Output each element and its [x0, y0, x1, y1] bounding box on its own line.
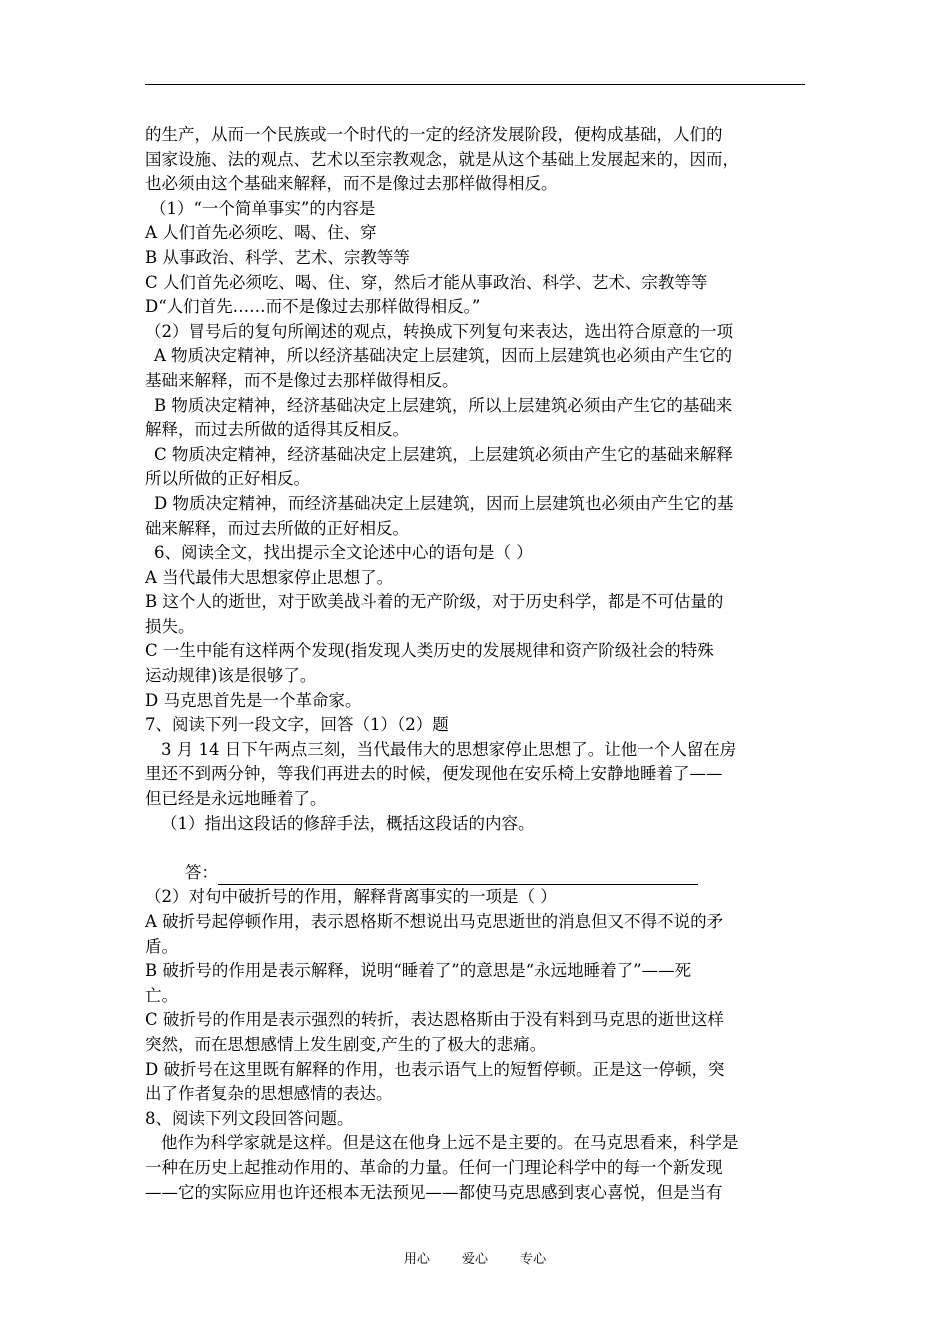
- text-line: 突然，而在思想感情上发生剧变,产生的了极大的悲痛。: [145, 1034, 547, 1054]
- option-c: C 人们首先必须吃、喝、住、穿，然后才能从事政治、科学、艺术、宗教等等: [145, 272, 708, 292]
- question-5-2: （2）冒号后的复句所阐述的观点，转换成下列复句来表达，选出符合原意的一项: [145, 321, 733, 341]
- text-line: 亡。: [145, 985, 178, 1005]
- passage-line: 3 月 14 日下午两点三刻，当代最伟大的思想家停止思想了。让他一个人留在房: [161, 739, 737, 759]
- answer-blank: [218, 867, 698, 885]
- text-line: 所以所做的正好相反。: [145, 469, 310, 489]
- blank-line: [145, 836, 810, 861]
- option-c: C 破折号的作用是表示强烈的转折，表达恩格斯由于没有料到马克思的逝世这样: [145, 1010, 724, 1030]
- text-line: 运动规律)该是很够了。: [145, 666, 317, 686]
- text-line: 国家设施、法的观点、艺术以至宗教观念，就是从这个基础上发展起来的，因而，: [145, 149, 739, 169]
- option-b: B 物质决定精神，经济基础决定上层建筑，所以上层建筑必须由产生它的基础来: [154, 395, 733, 415]
- footer-text: 爱心: [461, 1252, 488, 1267]
- question-7: 7、阅读下列一段文字，回答（1）（2）题: [145, 715, 449, 735]
- text-line: 础来解释，而过去所做的正好相反。: [145, 518, 409, 538]
- question-7-1: （1）指出这段话的修辞手法，概括这段话的内容。: [161, 813, 535, 833]
- question-8: 8、阅读下列文段回答问题。: [145, 1108, 354, 1128]
- answer-label: 答：: [185, 862, 218, 882]
- option-d: D 破折号在这里既有解释的作用，也表示语气上的短暂停顿。正是这一停顿，突: [145, 1059, 725, 1079]
- header-rule: [145, 84, 805, 85]
- option-b: B 从事政治、科学、艺术、宗教等等: [145, 247, 410, 267]
- option-a: A 人们首先必须吃、喝、住、穿: [145, 223, 377, 243]
- option-a: A 当代最伟大思想家停止思想了。: [145, 567, 394, 587]
- option-d: D“人们首先……而不是像过去那样做得相反。”: [145, 297, 481, 317]
- option-b: B 这个人的逝世，对于欧美战斗着的无产阶级，对于历史科学，都是不可估量的: [145, 592, 724, 612]
- passage-line: 里还不到两分钟，等我们再进去的时候，便发现他在安乐椅上安静地睡着了——: [145, 764, 723, 784]
- text-line: 损失。: [145, 616, 195, 636]
- option-c: C 物质决定精神，经济基础决定上层建筑，上层建筑必须由产生它的基础来解释: [154, 444, 733, 464]
- text-line: 盾。: [145, 936, 178, 956]
- passage-line: 一种在历史上起推动作用的、革命的力量。任何一门理论科学中的每一个新发现: [145, 1157, 723, 1177]
- option-d: D 物质决定精神，而经济基础决定上层建筑，因而上层建筑也必须由产生它的基: [154, 493, 734, 513]
- page-footer: [0, 1248, 950, 1267]
- document-body: [145, 123, 810, 1205]
- option-b: B 破折号的作用是表示解释，说明“睡着了”的意思是“永远地睡着了”——死: [145, 961, 692, 981]
- option-a: A 物质决定精神，所以经济基础决定上层建筑，因而上层建筑也必须由产生它的: [154, 346, 733, 366]
- option-c: C 一生中能有这样两个发现(指发现人类历史的发展规律和资产阶级社会的特殊: [145, 641, 714, 661]
- passage-line: ——它的实际应用也许还根本无法预见——都使马克思感到衷心喜悦，但是当有: [145, 1182, 723, 1202]
- text-line: 解释，而过去所做的适得其反相反。: [145, 420, 409, 440]
- passage-line: 但已经是永远地睡着了。: [145, 789, 327, 809]
- question-7-2: （2）对句中破折号的作用，解释背离事实的一项是（ ）: [145, 887, 557, 907]
- question-6: 6、阅读全文，找出提示全文论述中心的语句是（ ）: [154, 543, 533, 563]
- option-a: A 破折号起停顿作用，表示恩格斯不想说出马克思逝世的消息但又不得不说的矛: [145, 912, 724, 931]
- footer-text: 专心: [520, 1252, 547, 1267]
- option-d: D 马克思首先是一个革命家。: [145, 690, 362, 710]
- text-line: 出了作者复杂的思想感情的表达。: [145, 1084, 393, 1104]
- question-5-1: （1）“一个简单事实”的内容是: [150, 198, 376, 218]
- footer-text: 用心: [403, 1252, 430, 1267]
- text-line: 基础来解释，而不是像过去那样做得相反。: [145, 370, 459, 390]
- text-line: 的生产，从而一个民族或一个时代的一定的经济发展阶段，便构成基础，人们的: [145, 125, 723, 144]
- text-line: 也必须由这个基础来解释，而不是像过去那样做得相反。: [145, 174, 558, 194]
- passage-line: 他作为科学家就是这样。但是这在他身上远不是主要的。在马克思看来，科学是: [161, 1133, 739, 1153]
- answer-line: [145, 861, 810, 886]
